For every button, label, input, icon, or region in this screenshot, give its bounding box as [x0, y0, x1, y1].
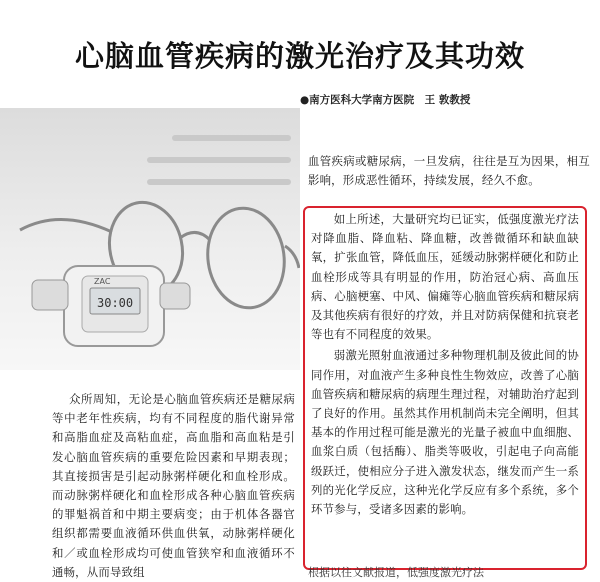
paragraph: 如上所述，大量研究均已证实，低强度激光疗法对降血脂、降血粘、降血糖，改善微循环和缺血缺氧，扩张血管，降低血压，延缓动脉粥样硬化和防止血栓形成等具有明显的作用，防治冠心病、高血压病、心脑梗塞、中风、偏瘫等心脑血管疾病和糖尿病及其他疾病有很好的疗效，并且对防病保健和抗衰老等也有不同程度的效果。 [311, 212, 579, 342]
paragraph: 众所周知，无论是心脑血管疾病还是糖尿病等中老年性疾病，均有不同程度的脂代谢异常和高脂血症及高粘血症，高血脂和高血粘是引发心脑血管疾病的重要危险因素和早期表现；其直接损害是引起动脉粥样硬化和血栓形成。而动脉粥样硬化和血栓形成各种心脑血管疾病的罪魁祸首和中期主要病变；由于机体各器官组织都需要血液循环供血供氧，动脉粥样硬化和／或血栓形成均可使血管狭窄和血液循环不通畅，从而导致组 [52, 392, 295, 579]
device-time-display: 30:00 [97, 296, 134, 310]
left-column-paragraph [52, 390, 295, 582]
product-photo [0, 108, 300, 370]
highlighted-box [303, 206, 587, 570]
paragraph: 弱激光照射血液通过多种物理机制及彼此间的协同作用，对血液产生多种良性生物效应，改善了心脑血管疾病和糖尿病的病理生理过程，对辅助治疗起到了良好的作用。虽然其作用机制尚未完全阐明，但其基本的作用过程可能是激光的光量子被血中血细胞、血浆白质（包括酶）、脂类等吸收，引起电子向高能级跃迁，使相应分子进入激发状态，继发而产生一系列的光化学反应，这种光化学反应有多个系统，多个环节参与，受诸多因素的影响。 [311, 348, 579, 517]
device-brand-label: ZAC [94, 277, 111, 286]
article-byline: ●南方医科大学南方医院 王 敦教授 [300, 94, 471, 106]
article-title: 心脑血管疾病的激光治疗及其功效 [74, 39, 525, 73]
top-right-paragraph [308, 152, 590, 190]
bottom-fragment: 根据以往文献报道，低强度激光疗法 [308, 566, 484, 579]
glasses-and-device-illustration [0, 108, 300, 370]
paragraph: 血管疾病或糖尿病，一旦发病，往往是互为因果，相互影响，形成恶性循环，持续发展，经久不愈。 [308, 154, 590, 188]
